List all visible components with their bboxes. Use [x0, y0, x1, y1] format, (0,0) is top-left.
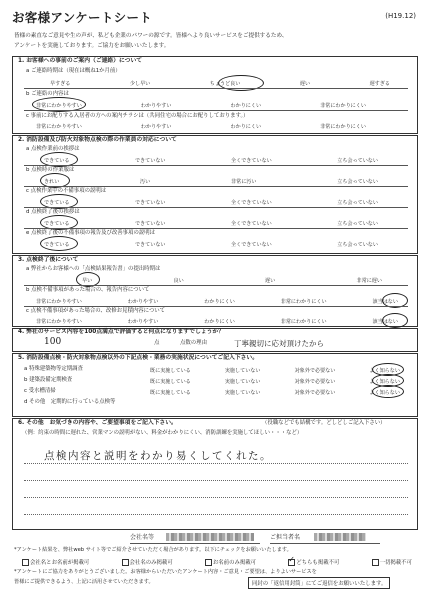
page-title: お客様アンケートシート	[12, 10, 153, 25]
q2-d-opt-2[interactable]: できていない	[134, 221, 166, 227]
intro-line-2: アンケートを実施しております。ご協力をお願いいたします。	[14, 43, 170, 49]
q5-row-c-options	[150, 389, 400, 396]
q5-a-opt-4[interactable]: よく知らない	[369, 368, 400, 374]
q2-c-label: c 点検作業中の不備事項の説明は	[26, 188, 107, 194]
q1-b-label: b ご連絡の内容は	[26, 91, 69, 97]
q1-a-opt-4[interactable]: 遅い	[299, 81, 311, 87]
footer-note-1: *アンケート結果を、弊社web サイト等でご紹介させていただく場合があります。以下にチェックをお願いいたします。	[14, 547, 292, 553]
divider	[24, 207, 408, 208]
q4-reason-label: 点数の理由	[180, 340, 207, 346]
divider	[24, 228, 408, 229]
q2-a-opt-4[interactable]: 立ち会っていない	[337, 158, 378, 164]
writing-line	[24, 514, 408, 515]
q2-b-label: b 点検時の作業服は	[26, 167, 75, 173]
q3-a-opt-1[interactable]: 早い	[82, 278, 93, 284]
q2-e-options	[44, 241, 378, 248]
q2-d-options	[44, 220, 378, 227]
q5-b-opt-2[interactable]: 実施していない	[224, 379, 261, 385]
q1-a-opt-2[interactable]: 少し早い	[129, 81, 151, 87]
check-option-2[interactable]: 会社名のみ掲載可	[122, 558, 173, 566]
q5-c-opt-3[interactable]: 対象外で必要ない	[294, 390, 336, 396]
q2-b-opt-3[interactable]: 非常に汚い	[231, 179, 257, 185]
q4-reason-handwritten: 丁寧親切に応対頂けたから	[234, 339, 324, 348]
publication-checkboxes	[22, 555, 412, 566]
q1-c-opt-1[interactable]: 非常にわかりやすい	[36, 124, 82, 130]
check-option-1[interactable]: 会社名とお名前が掲載可	[22, 558, 89, 566]
footer-note-3: 皆様にご提供できるよう、上記に活用させていただきます。	[14, 579, 154, 585]
q6-handwritten-comment: 点検内容と説明をわかり易くしてくれた。	[44, 450, 272, 462]
company-name-label: 会社名等	[130, 534, 155, 541]
q5-b-opt-3[interactable]: 対象外で必要ない	[294, 379, 336, 385]
q6-title: 6. その他 お気づきの内容や、ご要望事項をご記入下さい。	[18, 420, 177, 426]
q4-score-unit: 点	[154, 340, 160, 346]
q1-a-opt-1[interactable]: 早すぎる	[50, 81, 71, 87]
q2-e-label: e 点検終了後の不備事項の報告及び改善事項の説明は	[26, 230, 156, 236]
q1-c-opt-3[interactable]: わかりにくい	[230, 124, 262, 130]
contact-name-label: ご担当者名	[270, 534, 301, 541]
q3-b-options	[36, 298, 398, 305]
checkbox-icon[interactable]	[205, 559, 212, 566]
writing-line	[24, 480, 408, 481]
q1-a-label: a ご連絡時期は（現在は概ね1か月前）	[26, 68, 121, 74]
checkbox-checked-icon[interactable]	[288, 555, 295, 566]
q5-row-a-options	[150, 367, 400, 374]
q2-a-opt-3[interactable]: 全くできていない	[231, 158, 272, 164]
contact-name-redacted	[314, 533, 366, 541]
q5-row-b-label: b 建築設備定期検査	[24, 377, 73, 383]
checkbox-icon[interactable]	[372, 559, 379, 566]
q6-example-note: （例：約束の時間に遅れた、営業マンの説明がない、料金がわかりにくい、消防訓練を実施してほしい・・・など）	[22, 430, 303, 436]
checkmark-icon: ✓	[288, 555, 295, 564]
q3-b-opt-1[interactable]: 非常にわかりやすい	[36, 299, 82, 305]
q5-c-opt-2[interactable]: 実施していない	[224, 390, 261, 396]
q2-b-opt-4[interactable]: 立ち会っていない	[337, 179, 378, 185]
q2-e-selected-circle	[40, 236, 78, 251]
q5-row-a-label: a 特殊建築物等定期調査	[24, 366, 83, 372]
intro-line-1: 皆様の素直なご意見や生の声が、私ども企業のパワーの源です。皆様へより良いサービスをご提供するため、	[14, 33, 288, 39]
q3-c-opt-5[interactable]: 該当はない	[372, 319, 398, 325]
q5-b-opt-4[interactable]: よく知らない	[369, 379, 400, 385]
company-name-redacted	[166, 533, 254, 541]
check-option-5[interactable]: 一切掲載不可	[372, 558, 412, 566]
q5-row-c-label: c 受水槽清掃	[24, 388, 56, 394]
divider	[24, 285, 408, 286]
q5-b-opt-1[interactable]: 既に実施している	[150, 379, 191, 385]
check-option-4[interactable]: ✓ どちらも掲載不可	[288, 555, 340, 566]
divider	[24, 186, 408, 187]
q6-note-top-right: （役職などでも結構です。どしどしご記入下さい）	[262, 420, 386, 426]
return-envelope-box: 同封の「返信用封筒」にてご返信をお願いいたします。	[248, 577, 390, 589]
q5-c-selected-circle	[372, 385, 404, 398]
q2-a-options	[44, 157, 378, 164]
q2-a-label: a 点検作業前の挨拶は	[26, 146, 80, 152]
q1-c-opt-4[interactable]: 非常にわかりにくい	[320, 124, 366, 130]
section-5-box	[12, 353, 418, 417]
q2-e-opt-3[interactable]: 全くできていない	[231, 242, 272, 248]
checkbox-icon[interactable]	[22, 559, 29, 566]
q2-title: 2. 消防設備及び防火対象物点検の際の作業員の対応について	[18, 137, 177, 143]
q2-b-opt-1[interactable]: きれい	[44, 179, 60, 185]
q3-b-opt-2[interactable]: わかりやすい	[127, 299, 159, 305]
divider	[24, 306, 408, 307]
q2-c-opt-2[interactable]: できていない	[134, 200, 166, 206]
checkbox-icon[interactable]	[122, 559, 129, 566]
q3-c-opt-4[interactable]: 非常にわかりにくい	[280, 319, 327, 325]
writing-line	[24, 497, 408, 498]
q2-b-opt-2[interactable]: 汚い	[140, 179, 151, 185]
q4-title: 4. 弊社のサービス内容を100点満点で評価すると何点になりますでしょうか？	[18, 329, 225, 335]
q1-a-opt-5[interactable]: 遅すぎる	[369, 81, 390, 87]
writing-line	[24, 463, 408, 464]
q2-d-opt-1[interactable]: できている	[44, 221, 70, 227]
q5-a-opt-1[interactable]: 既に実施している	[150, 368, 191, 374]
q3-a-opt-4[interactable]: 非常に遅い	[356, 278, 382, 284]
q5-row-d-label: d その他 定期的に行っている点検等	[24, 399, 116, 405]
q5-row-b-options	[150, 378, 400, 385]
q5-title: 5. 消防設備点検・防火対象物点検以外の下記点検・業務の実施状況についてご記入下さい。	[18, 355, 259, 361]
q2-c-opt-1[interactable]: できている	[44, 200, 70, 206]
q2-e-opt-1[interactable]: できている	[44, 242, 70, 248]
q1-b-opt-1[interactable]: 非常にわかりやすい	[36, 103, 82, 109]
q1-title: 1. お客様への事前のご案内（ご連絡）について	[18, 58, 143, 64]
q5-c-opt-4[interactable]: よく知らない	[369, 390, 400, 396]
q3-a-opt-3[interactable]: 遅い	[265, 278, 276, 284]
q3-a-label: a 弊社からお客様への「点検結果報告書」の提出時期は	[26, 266, 161, 272]
footer-note-2: *アンケートにご協力をありがとうございました。お客様からいただいたアンケート内容・ご意見・ご要望は、よりよいサービスを	[14, 569, 317, 575]
q1-a-opt-3[interactable]: ちょうど良い	[209, 81, 241, 87]
check-option-3[interactable]: お名前のみ掲載可	[205, 558, 256, 566]
q2-a-opt-2[interactable]: できていない	[134, 158, 166, 164]
q1-b-opt-4[interactable]: 非常にわかりにくい	[320, 103, 366, 109]
divider	[24, 165, 408, 166]
company-underline	[130, 543, 260, 544]
q2-c-opt-4[interactable]: 立ち会っていない	[337, 200, 378, 206]
q2-a-opt-1[interactable]: できている	[44, 158, 70, 164]
q3-c-selected-circle	[382, 313, 408, 328]
q5-a-opt-2[interactable]: 実施していない	[224, 368, 261, 374]
q1-b-opt-3[interactable]: わかりにくい	[230, 103, 262, 109]
q3-c-opt-2[interactable]: わかりやすい	[127, 319, 159, 325]
q2-e-opt-2[interactable]: できていない	[134, 242, 166, 248]
q2-d-opt-3[interactable]: 全くできていない	[231, 221, 272, 227]
q3-b-opt-4[interactable]: 非常にわかりにくい	[280, 299, 327, 305]
revision-date: (H19.12)	[385, 12, 416, 20]
divider	[24, 88, 408, 89]
q3-a-opt-2[interactable]: 良い	[173, 278, 184, 284]
q1-b-opt-2[interactable]: わかりやすい	[140, 103, 172, 109]
q3-b-opt-5[interactable]: 該当はない	[372, 299, 398, 305]
q1-c-label: c 事前にお配りする入居者の方への案内チラシは（共同住宅の場合にお配りしております。）	[26, 113, 249, 119]
divider	[24, 110, 408, 111]
q2-e-opt-4[interactable]: 立ち会っていない	[337, 242, 378, 248]
q1-c-options	[36, 123, 366, 130]
q5-a-opt-3[interactable]: 対象外で必要ない	[294, 368, 336, 374]
q2-d-label: d 点検終了後の挨拶は	[26, 209, 80, 215]
q2-d-opt-4[interactable]: 立ち会っていない	[337, 221, 378, 227]
q1-c-opt-2[interactable]: わかりやすい	[140, 124, 172, 130]
q3-c-label: c 点検不備事項があった場合の、改修お見積内容について	[26, 308, 166, 314]
q3-c-options	[36, 318, 398, 325]
q5-c-opt-1[interactable]: 既に実施している	[150, 390, 191, 396]
q3-b-label: b 点検不備事項があった場合の、報告内容について	[26, 287, 150, 293]
q3-a-options	[82, 277, 382, 284]
q3-c-opt-1[interactable]: 非常にわかりやすい	[36, 319, 82, 325]
q3-title: 3. 点検終了後について	[18, 257, 79, 263]
name-underline	[270, 543, 380, 544]
q3-b-opt-3[interactable]: わかりにくい	[204, 299, 235, 305]
q2-c-opt-3[interactable]: 全くできていない	[231, 200, 272, 206]
q2-b-options	[44, 178, 378, 185]
q4-score-handwritten: 100	[44, 337, 62, 347]
q3-c-opt-3[interactable]: わかりにくい	[204, 319, 235, 325]
q2-c-options	[44, 199, 378, 206]
